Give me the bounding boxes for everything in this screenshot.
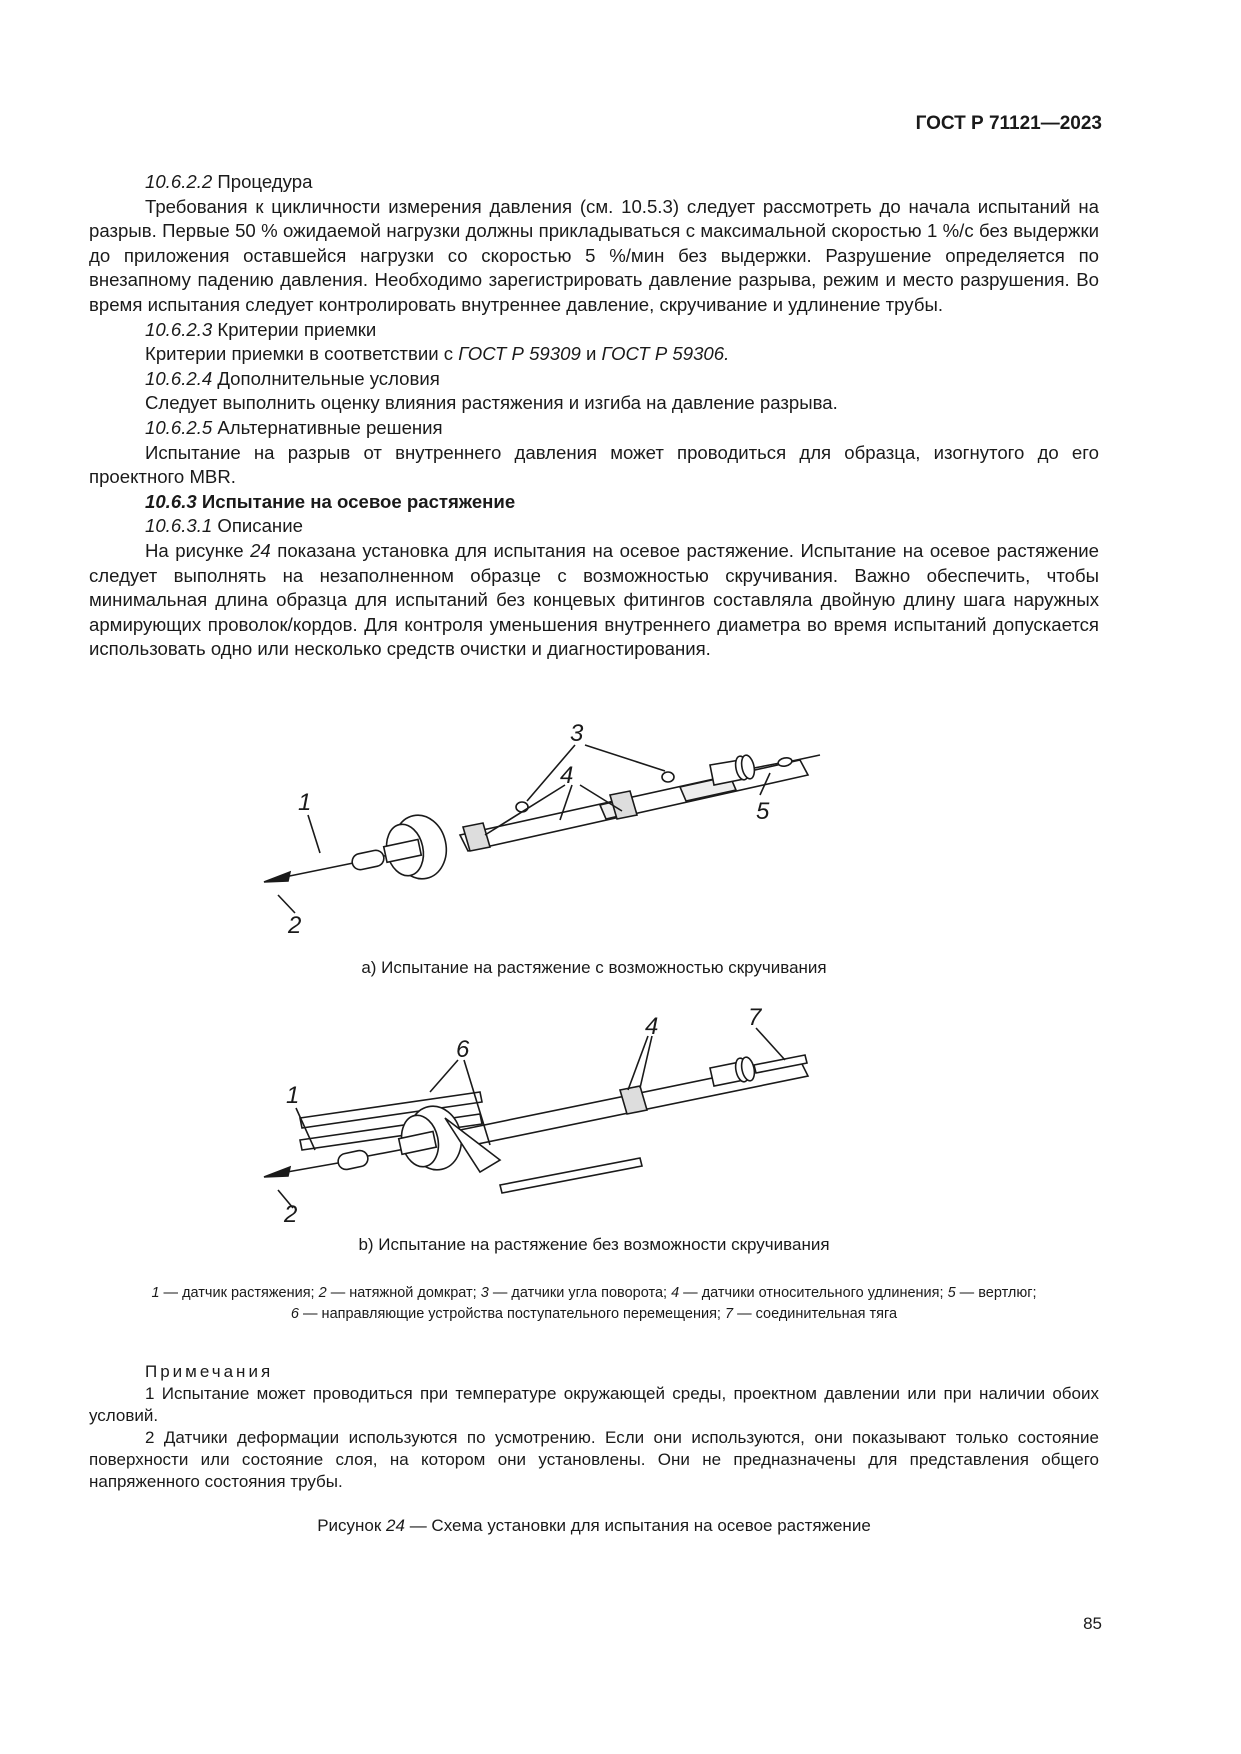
caption-b: b) Испытание на растяжение без возможности скручивания — [358, 1235, 830, 1254]
figure-title: Рисунок 24 — Схема установки для испытания на осевое растяжение — [317, 1516, 871, 1535]
label-5-a: 5 — [756, 798, 770, 825]
label-7-b: 7 — [748, 1004, 762, 1031]
caption-a: а) Испытание на растяжение с возможностью скручивания — [361, 958, 827, 977]
paragraph-description: На рисунке 24 показана установка для испытания на осевое растяжение. Испытание на осевое растяжение следует выполнять на незаполненном образце с возможностью скручивания. Важно обеспечить, чтобы минимальная длина образца для испытаний без концевых фитингов составляла двойную длину шага наружных армирующих проволок/кордов. Для контроля уменьшения внутреннего диаметра во время испытаний допускается использовать одно или несколько средств очистки и диагностирования. — [89, 539, 1099, 660]
figure-b-diagram — [260, 1004, 920, 1235]
paragraph-conditions: Следует выполнить оценку влияния растяжения и изгиба на давление разрыва. — [145, 392, 838, 414]
page-number: 85 — [1083, 1614, 1102, 1633]
heading-10-6-3: 10.6.3 Испытание на осевое растяжение — [145, 490, 516, 512]
body-text — [89, 170, 1099, 662]
label-4-a: 4 — [560, 762, 574, 789]
label-1-a: 1 — [298, 789, 312, 816]
heading-10-6-2-3: 10.6.2.3 Критерии приемки — [145, 318, 377, 340]
figure-legend: 1 — датчик растяжения; 2 — натяжной домкрат; 3 — датчики угла поворота; 4 — датчики относительного удлинения; 5 — вертлюг; 6 — направляющие устройства поступательного перемещения; 7 — соединительная тяга — [151, 1285, 1037, 1322]
heading-10-6-2-4: 10.6.2.4 Дополнительные условия — [145, 367, 440, 389]
label-6-b: 6 — [456, 1036, 470, 1063]
standard-designation: ГОСТ Р 71121—2023 — [915, 113, 1102, 134]
note-2: 2 Датчики деформации используются по усмотрению. Если они используются, они показывают только состояние поверхности или состояние слоя, на котором они установлены. Они не предназначены для представления общего напряженного состояния трубы. — [89, 1428, 1099, 1491]
figure-a-diagram — [260, 720, 920, 950]
heading-10-6-2-2: 10.6.2.2 Процедура — [145, 171, 313, 192]
heading-10-6-2-5: 10.6.2.5 Альтернативные решения — [145, 416, 443, 438]
paragraph-alternatives: Испытание на разрыв от внутреннего давления может проводиться для образца, изогнутого до его проектного MBR. — [89, 441, 1099, 488]
notes-heading: Примечания — [145, 1362, 274, 1381]
notes-block — [89, 1361, 1099, 1493]
label-2-a: 2 — [288, 912, 302, 939]
label-4-b: 4 — [645, 1013, 659, 1040]
heading-10-6-3-1: 10.6.3.1 Описание — [145, 515, 303, 537]
label-2-b: 2 — [284, 1201, 298, 1228]
label-3-a: 3 — [570, 720, 584, 747]
paragraph-procedure: Требования к цикличности измерения давления (см. 10.5.3) следует рассмотреть до начала испытаний на разрыв. Первые 50 % ожидаемой нагрузки должны прикладываться с максимальной скоростью 1 %/с без выдержки до приложения оставшейся нагрузки со скоростью 5 %/мин без выдержки. Разрушение определяется по внезапному падению давления. Необходимо зарегистрировать давление разрыва, режим и место разрушения. Во время испытания следует контролировать внутреннее давление, скручивание и удлинение трубы. — [89, 195, 1099, 315]
note-1: 1 Испытание может проводиться при температуре окружающей среды, проектном давлении или при наличии обоих условий. — [89, 1384, 1099, 1425]
paragraph-criteria: Критерии приемки в соответствии с ГОСТ Р 59309 и ГОСТ Р 59306. — [145, 343, 730, 365]
label-1-b: 1 — [286, 1082, 300, 1109]
